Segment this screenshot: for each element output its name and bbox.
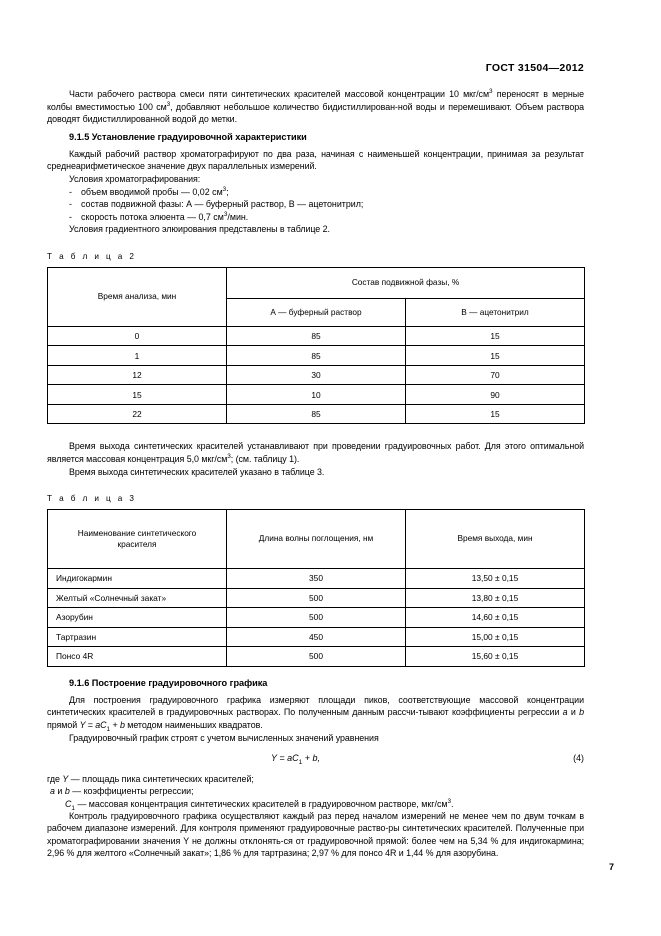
variable-c: C <box>65 798 72 809</box>
table-2-cell-phase-a: 30 <box>227 365 406 385</box>
regression-coefficient-b-variable: b <box>579 707 584 718</box>
table-row <box>48 404 585 424</box>
table-row <box>48 365 585 385</box>
intro-line2-rest: , добавляют небольшое количество бидистиллирован-ной воды и перемешивают. Объем раствора доводят бидистиллированной водой до метки. <box>47 101 584 125</box>
table-row <box>48 647 585 667</box>
formula-4-subscript: 1 <box>298 758 303 766</box>
section-9-1-6-p1-part-d: методом наименьших квадратов. <box>124 719 263 730</box>
table-3-cell-retention-time: 15,00 ± 0,15 <box>406 627 585 647</box>
intro-line2-text: переносят в мерные колбы вместимостью 100 см <box>47 89 584 112</box>
section-9-1-6-p1-conjunction: и <box>567 707 580 718</box>
table-3-dye-retention-times <box>47 509 585 667</box>
list-item-text: объем вводимой пробы — 0,02 см <box>81 186 223 197</box>
list-item <box>47 211 584 224</box>
table-3-header-wavelength: Длина волны поглощения, нм <box>227 510 406 569</box>
list-dash-marker: - <box>69 211 72 222</box>
where-c-definition-end: . <box>451 798 454 809</box>
inline-equation-lhs: Y = aC <box>79 719 107 730</box>
table-2-cell-time: 0 <box>48 326 227 346</box>
mid-paragraph-text-suffix: ; (см. таблицу 1). <box>230 454 300 465</box>
mid-paragraph-1 <box>47 440 584 465</box>
list-item <box>47 198 584 211</box>
table-2-cell-phase-b: 70 <box>406 365 585 385</box>
variable-y: Y <box>62 774 69 785</box>
list-item <box>47 186 584 199</box>
intro-line1-text: Части рабочего раствора смеси пяти синтетических красителей массовой концентрации 10 мкг/см <box>69 89 489 99</box>
table-2-cell-time: 12 <box>48 365 227 385</box>
table-row <box>48 627 585 647</box>
table-row <box>48 346 585 366</box>
where-label: где <box>47 774 63 785</box>
table-2-header-phase-a: А — буферный раствор <box>227 298 406 326</box>
table-3-cell-wavelength: 500 <box>227 647 406 667</box>
formula-4-expression <box>47 750 584 767</box>
table-2-cell-phase-b: 15 <box>406 346 585 366</box>
table-3-cell-dye-name: Желтый «Солнечный закат» <box>48 588 227 608</box>
section-9-1-5-paragraph-3: Условия градиентного элюирования представлены в таблице 2. <box>69 224 330 235</box>
table-2-cell-phase-a: 10 <box>227 385 406 405</box>
table-3-cell-wavelength: 500 <box>227 608 406 628</box>
where-y-definition: — площадь пика синтетических красителей; <box>68 774 254 785</box>
inline-equation-rhs: + b <box>110 719 125 730</box>
section-9-1-5-paragraph-2: Условия хроматографирования: <box>69 173 201 184</box>
table-2-header-time: Время анализа, мин <box>48 267 227 326</box>
list-item-superscript: 3 <box>223 210 228 218</box>
table-2-cell-phase-a: 85 <box>227 326 406 346</box>
where-c-definition: — массовая концентрация синтетических красителей в градуировочном растворе, мкг/см <box>74 798 448 809</box>
table-3-cell-wavelength: 450 <box>227 627 406 647</box>
table-2-cell-time: 1 <box>48 346 227 366</box>
table-2-cell-phase-a: 85 <box>227 404 406 424</box>
table-2-cell-time: 22 <box>48 404 227 424</box>
section-9-1-6-paragraph-1 <box>47 694 584 732</box>
table-3-cell-wavelength: 500 <box>227 588 406 608</box>
mid-paragraph-superscript: 3 <box>227 453 231 461</box>
regression-coefficient-a-variable: a <box>562 707 568 718</box>
table-2-cell-phase-a: 85 <box>227 346 406 366</box>
inline-equation-subscript: 1 <box>106 725 110 733</box>
page-content <box>47 0 584 860</box>
table-3-cell-dye-name: Тартразин <box>48 627 227 647</box>
variable-b: b <box>64 786 70 797</box>
table-row <box>48 588 585 608</box>
intro-line1-superscript: 3 <box>489 88 493 96</box>
list-dash-marker: - <box>69 199 72 210</box>
page-number: 7 <box>608 862 614 872</box>
table-2-cell-phase-b: 15 <box>406 326 585 346</box>
where-c-superscript: 3 <box>447 797 452 805</box>
list-dash-marker: - <box>69 186 72 197</box>
variable-c-subscript: 1 <box>71 804 75 812</box>
section-9-1-6-p1-part-c: прямой <box>47 719 80 730</box>
table-2-header-composition-group: Состав подвижной фазы, % <box>227 267 585 298</box>
table-3-cell-retention-time: 15,60 ± 0,15 <box>406 647 585 667</box>
list-item-text-suffix: ; <box>226 186 229 197</box>
table-3-cell-dye-name: Понсо 4R <box>48 647 227 667</box>
table-3-cell-retention-time: 14,60 ± 0,15 <box>406 608 585 628</box>
list-item-text: состав подвижной фазы: А — буферный раствор, В — ацетонитрил; <box>81 199 364 210</box>
formula-4-lhs: Y = aC <box>271 753 299 764</box>
table-2-cell-phase-b: 15 <box>406 404 585 424</box>
section-9-1-6-p1-part-a: Для построения градуировочного графика измеряют площади пиков, соответствующие массовой концентрации синтетических красителей в градуировочных растворах. По полученным данным рассчи-тывают коэффициенты регрессии <box>47 694 584 718</box>
table-3-header-retention-time: Время выхода, мин <box>406 510 585 569</box>
where-clause-ab <box>47 785 584 797</box>
list-item-superscript: 3 <box>222 185 227 193</box>
table-2-header-phase-b: В — ацетонитрил <box>406 298 585 326</box>
table-row <box>48 326 585 346</box>
section-9-1-5-paragraph-1: Каждый рабочий раствор хроматографируют по два раза, начиная с наименьшей концентрации, принимая за результат среднеарифметическое значение двух параллельных измерений. <box>47 148 584 172</box>
document-header-standard-number: ГОСТ 31504—2012 <box>485 62 584 74</box>
where-ab-conjunction: и <box>54 786 65 797</box>
list-item-text: скорость потока элюента — 0,7 см <box>81 211 224 222</box>
table-row <box>48 569 585 589</box>
table-2-cell-time: 15 <box>48 385 227 405</box>
table-row <box>48 385 585 405</box>
section-9-1-6-paragraph-3: Контроль градуировочного графика осуществляют каждый раз перед началом измерений не менее чем по двум точкам в рабочем диапазоне измерений. Для контроля применяют градуировочные раство-ры синтетических красителей. Полученные при хроматографировании значения Y не должны отклонять-ся от градуировочной прямой: более чем на 5,34 % для индигокармина; 2,96 % для желтого «Солнечный закат»; 1,86 % для тартразина; 2,97 % для понсо 4R и 1,44 % для азорубина. <box>47 810 584 859</box>
intro-paragraph <box>47 88 584 126</box>
table-2-cell-phase-b: 90 <box>406 385 585 405</box>
table-2-caption: Т а б л и ц а 2 <box>47 251 137 261</box>
mid-paragraph-2: Время выхода синтетических красителей указано в таблице 3. <box>69 466 325 477</box>
mid-paragraph-text: Время выхода синтетических красителей устанавливают при проведении градуировочных работ. Для этого оптимальной является массовая концентрация 5,0 мкг/см <box>47 441 584 465</box>
table-2-mobile-phase-gradient <box>47 267 585 425</box>
table-3-cell-dye-name: Азорубин <box>48 608 227 628</box>
table-3-caption: Т а б л и ц а 3 <box>47 494 137 504</box>
formula-4-number: (4) <box>573 753 584 764</box>
formula-4-rhs: + b, <box>302 753 320 764</box>
where-ab-definition: — коэффициенты регрессии; <box>69 786 194 797</box>
intro-line2-superscript: 3 <box>166 100 171 108</box>
formula-4-row <box>47 750 584 767</box>
table-3-header-dye-name-line2: красителя <box>117 539 157 550</box>
table-3-header-dye-name-line1: Наименование синтетического <box>77 527 197 538</box>
where-clause-c1 <box>47 798 584 810</box>
table-3-cell-dye-name: Индигокармин <box>48 569 227 589</box>
section-9-1-6-paragraph-2: Градуировочный график строят с учетом вычисленных значений уравнения <box>69 732 379 743</box>
where-clause-y <box>47 773 584 785</box>
table-3-cell-wavelength: 350 <box>227 569 406 589</box>
list-item-text-suffix: /мин. <box>227 211 249 222</box>
table-3-cell-retention-time: 13,80 ± 0,15 <box>406 588 585 608</box>
section-heading-9-1-5: 9.1.5 Установление градуировочной характеристики <box>69 131 307 142</box>
variable-a: a <box>50 786 55 797</box>
table-3-cell-retention-time: 13,50 ± 0,15 <box>406 569 585 589</box>
section-heading-9-1-6: 9.1.6 Построение градуировочного графика <box>69 677 268 688</box>
table-3-header-dye-name <box>48 510 227 569</box>
table-row <box>48 608 585 628</box>
